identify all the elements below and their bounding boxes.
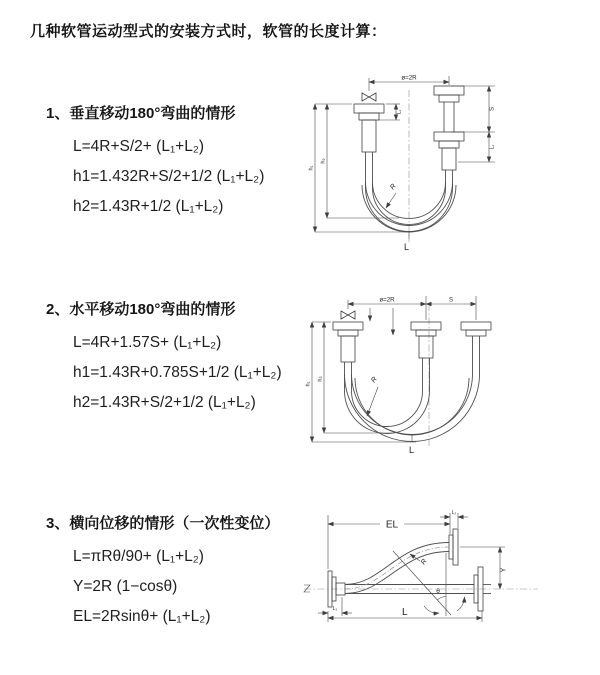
formula-line: L=4R+S/2+ (L₁+L₂) <box>73 138 205 155</box>
hose-displaced-position <box>345 543 449 594</box>
hose-fitting-left <box>354 104 384 152</box>
dim-label-y: Y <box>500 567 508 573</box>
section-1-heading: 1、垂直移动180°弯曲的情形 <box>46 105 236 122</box>
formula-line: h1=1.432R+S/2+1/2 (L₁+L₂) <box>73 168 265 185</box>
section-lateral-displacement <box>46 512 279 632</box>
dim-label-h2: h₂ <box>317 376 324 382</box>
hose-fitting-right <box>461 322 491 336</box>
radius-label: R <box>370 375 379 385</box>
section-horizontal-movement <box>46 298 282 418</box>
dim-label-h1: h₁ <box>308 165 315 171</box>
dim-label-l1: L₁ <box>332 606 338 612</box>
formula-line: h2=1.43R+S/2+1/2 (L₁+L₂) <box>73 394 256 411</box>
dim-label-l1: L₁ <box>396 109 403 115</box>
valve-icon <box>362 93 376 101</box>
diagram-lateral-displacement <box>298 503 543 648</box>
radius-label: R <box>419 557 429 567</box>
section-3-heading: 3、横向位移的情形（一次性变位） <box>46 515 280 532</box>
diagram-horizontal-180-bend <box>300 286 525 456</box>
dim-label-h2: h₂ <box>320 158 327 164</box>
radius-label: R <box>389 182 398 192</box>
dim-label-el: EL <box>385 519 399 531</box>
hose-body <box>345 336 480 442</box>
formula-line: h2=1.43R+1/2 (L₁+L₂) <box>73 198 224 215</box>
formula-line: Y=2R (1−cosθ) <box>73 578 178 595</box>
dim-label-diameter: ø=2R <box>379 296 395 304</box>
valve-icon <box>341 311 355 319</box>
hose-fitting-right <box>434 86 464 170</box>
length-label: L <box>404 242 410 252</box>
dimension-lines <box>318 510 508 622</box>
hose-fitting-left <box>333 322 363 362</box>
formula-line: h1=1.43R+0.785S+1/2 (L₁+L₂) <box>73 364 282 381</box>
dim-label-diameter: ø=2R <box>401 74 417 82</box>
formula-line: EL=2Rsinθ+ (L₁+L₂) <box>73 608 211 625</box>
section-vertical-movement <box>46 102 264 222</box>
diagram-vertical-180-bend <box>303 64 518 256</box>
dim-label-s: S <box>448 297 454 304</box>
dim-label-h1: h₁ <box>305 381 312 387</box>
page-title: 几种软管运动型式的安装方式时，软管的长度计算： <box>30 23 387 40</box>
formula-line: L=πRθ/90+ (L₁+L₂) <box>73 548 204 565</box>
formula-line: L=4R+1.57S+ (L₁+L₂) <box>73 334 222 351</box>
angle-label-theta: θ <box>436 588 440 595</box>
section-2-heading: 2、水平移动180°弯曲的情形 <box>46 301 236 318</box>
length-label: L <box>402 607 408 618</box>
flange-displaced <box>449 529 458 565</box>
dim-label-l2: L₂ <box>489 144 496 150</box>
length-label: L <box>409 445 415 455</box>
centerline-break-mark <box>304 585 310 592</box>
dim-label-l2: L₂ <box>451 510 457 516</box>
hose-fitting-middle <box>411 322 441 358</box>
dim-label-s: S <box>489 106 496 112</box>
